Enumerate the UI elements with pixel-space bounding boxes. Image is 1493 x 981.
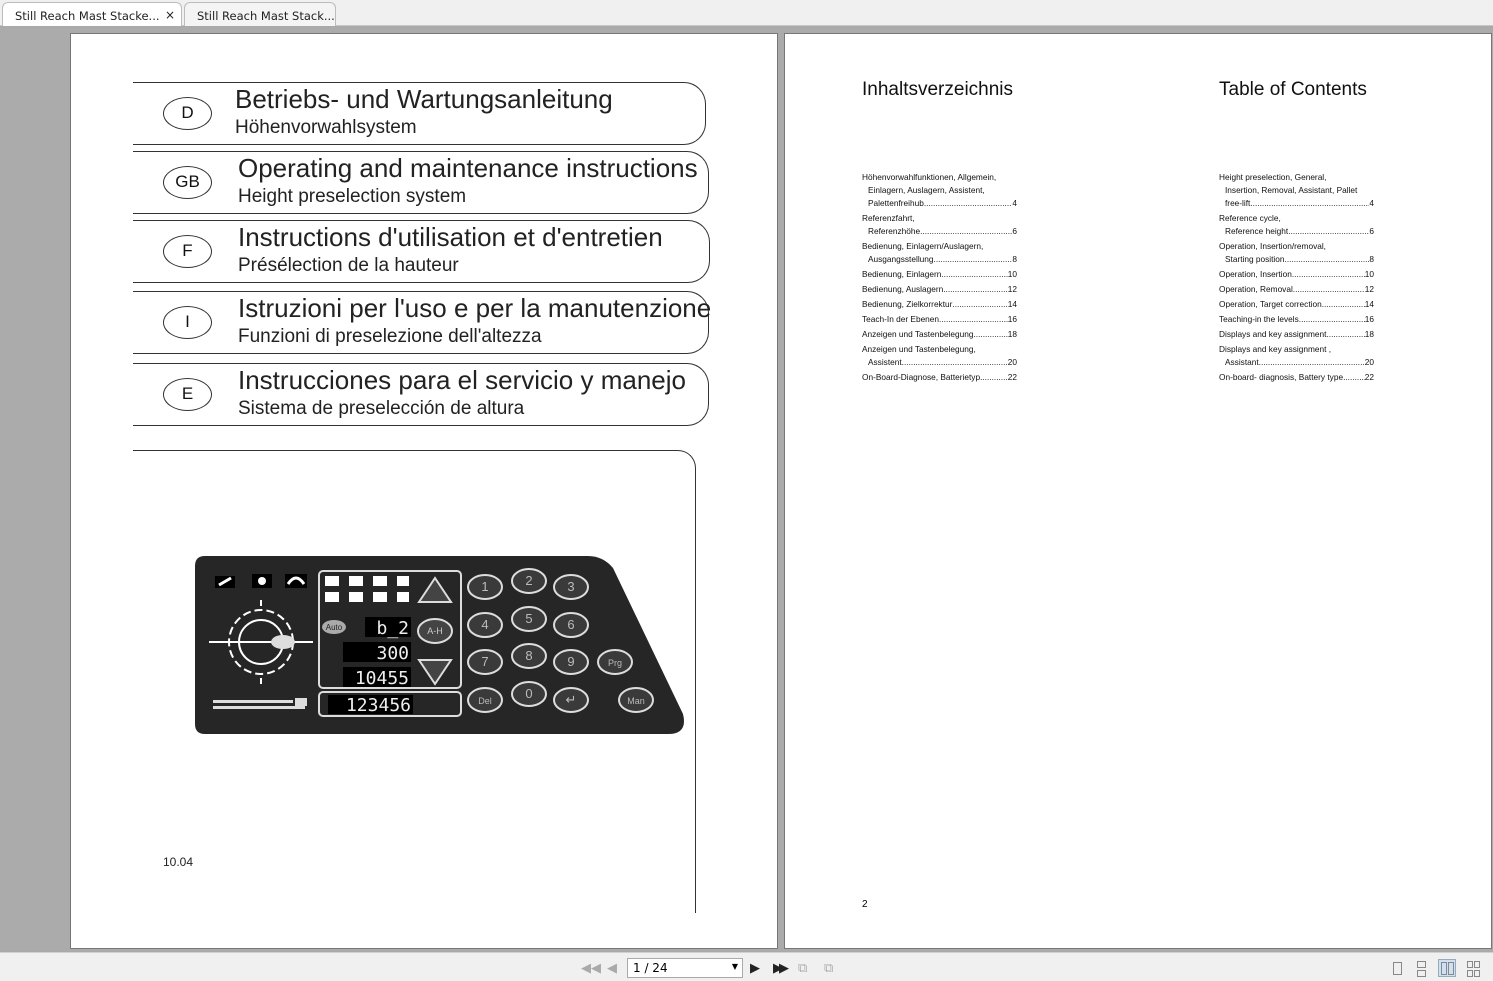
single-page-view-icon[interactable]: [1388, 959, 1406, 977]
toc-entry-text: Height preselection, General,: [1219, 172, 1327, 182]
language-title: Operating and maintenance instructions: [238, 153, 698, 183]
toc-entry-text: On-Board-Diagnose, Batterietyp: [862, 372, 981, 382]
toc-page: 16: [1007, 314, 1017, 324]
toc-entry-text: Displays and key assignment: [1219, 329, 1327, 339]
toc-entry-text: Einlagern, Auslagern, Assistent,: [868, 185, 985, 195]
toc-leader: [1326, 328, 1364, 341]
toc-entry[interactable]: [1219, 298, 1374, 311]
key-2: [512, 569, 546, 593]
tab-document-1[interactable]: [2, 2, 182, 26]
toc-entry-text: Operation, Removal: [1219, 284, 1293, 294]
toc-leader: [1292, 268, 1365, 281]
toc-leader: [1322, 298, 1365, 311]
language-subtitle: Höhenvorwahlsystem: [235, 117, 417, 138]
language-title: Istruzioni per l'uso e per la manutenzione: [238, 293, 712, 323]
key-prg: [598, 650, 632, 674]
toc-leader: [1287, 253, 1370, 266]
toc-entry-text: Insertion, Removal, Assistant, Pallet: [1225, 185, 1358, 195]
key-0: [512, 682, 546, 706]
toc-list-en: [1219, 171, 1374, 386]
key-3: [554, 575, 588, 599]
toc-entry-text: Assistant: [1225, 357, 1259, 367]
chevron-down-icon: ▼: [731, 962, 738, 971]
toc-page: 14: [1364, 299, 1374, 309]
key-label: Prg: [607, 658, 623, 668]
toc-entry[interactable]: [862, 240, 1017, 266]
toc-leader: [902, 356, 1008, 369]
toc-leader: [920, 225, 1012, 238]
ah-key-label: A-H: [427, 626, 443, 636]
document-date: 10.04: [163, 855, 194, 869]
language-code-badge: I: [163, 306, 212, 339]
toc-leader: [936, 253, 1013, 266]
page-2: [784, 33, 1492, 949]
key-label: 8: [525, 648, 533, 663]
key-label: Man: [627, 696, 645, 706]
previous-page-icon[interactable]: ◀: [607, 960, 617, 975]
last-page-icon[interactable]: ▶▶: [773, 960, 785, 975]
key-label: 4: [481, 617, 489, 632]
toc-page: 16: [1364, 314, 1374, 324]
page-indicator: 1 / 24: [633, 961, 668, 975]
language-code-badge: E: [163, 378, 212, 411]
toc-page: 10: [1007, 269, 1017, 279]
page-number: 2: [862, 899, 868, 910]
key-label: 7: [481, 654, 489, 669]
display-mode: b_2: [376, 618, 409, 639]
auto-indicator: Auto: [325, 623, 343, 632]
toc-leader: [1259, 356, 1365, 369]
toc-leader: [1250, 197, 1369, 210]
toc-leader: [924, 197, 1013, 210]
page-1: [70, 33, 778, 949]
key-1: [468, 575, 502, 599]
language-section-gb: [133, 151, 709, 214]
two-page-view-icon[interactable]: [1438, 959, 1456, 977]
toc-heading-en: Table of Contents: [1219, 79, 1367, 100]
toc-entry[interactable]: [1219, 240, 1374, 266]
toc-entry-text: free-lift: [1225, 198, 1251, 208]
language-title: Instructions d'utilisation et d'entretien: [238, 222, 663, 252]
next-page-icon[interactable]: ▶: [750, 960, 760, 975]
toc-entry[interactable]: [1219, 171, 1374, 210]
toc-page: 10: [1364, 269, 1374, 279]
language-subtitle: Sistema de preselección de altura: [238, 398, 525, 419]
toc-entry-text: Bedienung, Zielkorrektur: [862, 299, 953, 309]
toc-entry[interactable]: [862, 343, 1017, 369]
toc-entry[interactable]: [862, 328, 1017, 341]
key-label: 1: [481, 579, 489, 594]
toc-leader: [1299, 313, 1365, 326]
toc-entry[interactable]: [1219, 268, 1374, 281]
language-code-badge: F: [163, 235, 212, 268]
tab-document-2[interactable]: [184, 2, 336, 26]
language-title: Instrucciones para el servicio y manejo: [238, 365, 686, 395]
two-page-continuous-view-icon[interactable]: [1464, 959, 1482, 977]
key-man: [619, 688, 653, 712]
toc-page: 6: [1012, 226, 1017, 236]
toc-leader: [952, 298, 1007, 311]
toc-entry-text: Bedienung, Einlagern: [862, 269, 942, 279]
toc-entry[interactable]: [862, 212, 1017, 238]
key-enter: [554, 688, 588, 712]
toc-page: 8: [1012, 254, 1017, 264]
toc-entry-text: Reference cycle,: [1219, 213, 1281, 223]
key-7: [468, 650, 502, 674]
toc-entry[interactable]: [1219, 371, 1374, 384]
toc-entry[interactable]: [862, 313, 1017, 326]
key-label: 3: [567, 579, 575, 594]
key-label: 0: [525, 686, 533, 701]
language-section-i: [133, 291, 712, 354]
toc-entry[interactable]: [862, 171, 1017, 210]
toc-entry-text: Displays and key assignment ,: [1219, 344, 1332, 354]
key-label: Del: [478, 696, 492, 706]
toc-heading-de: Inhaltsverzeichnis: [862, 79, 1014, 100]
toc-page: 20: [1007, 357, 1017, 367]
toc-entry-text: Operation, Insertion: [1219, 269, 1292, 279]
toc-page: 12: [1007, 284, 1017, 294]
tab-label: Still Reach Mast Stack...: [197, 9, 335, 23]
toc-entry-text: Referenzfahrt,: [862, 213, 915, 223]
toc-entry[interactable]: [862, 268, 1017, 281]
display-height: 300: [376, 643, 409, 664]
toc-page: 8: [1369, 254, 1374, 264]
display-weight: 10455: [354, 668, 409, 689]
toc-list-de: [862, 171, 1017, 386]
first-page-icon[interactable]: ◀◀: [581, 960, 601, 975]
toc-page: 20: [1364, 357, 1374, 367]
toc-entry-text: Bedienung, Auslagern: [862, 284, 944, 294]
toc-page: 22: [1364, 372, 1374, 382]
language-subtitle: Présélection de la hauteur: [238, 255, 459, 276]
toc-leader: [974, 328, 1008, 341]
toc-leader: [939, 313, 1008, 326]
toc-entry-text: Referenzhöhe: [868, 226, 921, 236]
toc-entry[interactable]: [1219, 313, 1374, 326]
toc-entry-text: Reference height: [1225, 226, 1289, 236]
toc-entry-text: Operation, Insertion/removal,: [1219, 241, 1326, 251]
key-6: [554, 613, 588, 637]
toc-entry[interactable]: [862, 298, 1017, 311]
toc-entry-text: Teaching-in the levels: [1219, 314, 1299, 324]
language-section-e: [133, 363, 709, 426]
toc-entry[interactable]: [862, 283, 1017, 296]
toc-leader: [1288, 225, 1369, 238]
language-code-badge: GB: [163, 166, 212, 199]
toc-entry-text: Assistent: [868, 357, 902, 367]
toc-entry[interactable]: [1219, 283, 1374, 296]
language-section-d: [133, 82, 706, 145]
rotate-left-icon[interactable]: ⧉: [798, 960, 808, 975]
toc-leader: [980, 371, 1008, 384]
key-label: 6: [567, 617, 575, 632]
key-label: 2: [525, 573, 533, 588]
navigation-toolbar: [0, 952, 1493, 981]
toc-page: 6: [1369, 226, 1374, 236]
toc-leader: [941, 268, 1007, 281]
toc-entry[interactable]: [862, 371, 1017, 384]
key-5: [512, 607, 546, 631]
key-4: [468, 613, 502, 637]
toc-entry-text: Anzeigen und Tastenbelegung,: [862, 344, 976, 354]
continuous-view-icon[interactable]: [1412, 959, 1430, 977]
key-9: [554, 650, 588, 674]
toc-leader: [943, 283, 1008, 296]
toc-page: 4: [1369, 198, 1374, 208]
keypad-illustration: [193, 554, 688, 739]
language-subtitle: Funzioni di preselezione dell'altezza: [238, 326, 542, 347]
toc-entry-text: On-board- diagnosis, Battery type: [1219, 372, 1344, 382]
key-del: [468, 688, 502, 712]
key-label: 5: [525, 611, 533, 626]
page-selector[interactable]: [627, 958, 743, 978]
toc-page: 22: [1007, 372, 1017, 382]
toc-entry-text: Höhenvorwahlfunktionen, Allgemein,: [862, 172, 997, 182]
toc-page: 14: [1007, 299, 1017, 309]
toc-leader: [1293, 283, 1365, 296]
toc-entry-text: Starting position.: [1225, 254, 1287, 264]
toc-entry[interactable]: [1219, 343, 1374, 369]
language-section-f: [133, 220, 710, 283]
language-subtitle: Height preselection system: [238, 186, 467, 207]
toc-page: 18: [1364, 329, 1374, 339]
toc-entry-text: Bedienung, Einlagern/Auslagern,: [862, 241, 984, 251]
tab-bar: [0, 0, 1493, 26]
display-counter: 123456: [345, 695, 411, 716]
language-title: Betriebs- und Wartungsanleitung: [235, 84, 613, 114]
toc-entry-text: Operation, Target correction: [1219, 299, 1322, 309]
rotate-right-icon[interactable]: ⧉: [824, 960, 834, 975]
toc-entry-text: Ausgangsstellung.: [868, 254, 936, 264]
toc-entry[interactable]: [1219, 212, 1374, 238]
toc-leader: [1343, 371, 1365, 384]
toc-page: 18: [1007, 329, 1017, 339]
tab-label: Still Reach Mast Stacke...: [15, 9, 160, 23]
toc-entry-text: Teach-In der Ebenen: [862, 314, 940, 324]
language-code-badge: D: [163, 97, 212, 130]
toc-page: 4: [1012, 198, 1017, 208]
toc-entry-text: Palettenfreihub: [868, 198, 924, 208]
close-icon[interactable]: ×: [164, 8, 175, 22]
key-8: [512, 644, 546, 668]
key-label: 9: [567, 654, 575, 669]
toc-entry-text: Anzeigen und Tastenbelegung: [862, 329, 974, 339]
toc-entry[interactable]: [1219, 328, 1374, 341]
toc-page: 12: [1364, 284, 1374, 294]
key-label: ↵: [565, 692, 577, 707]
